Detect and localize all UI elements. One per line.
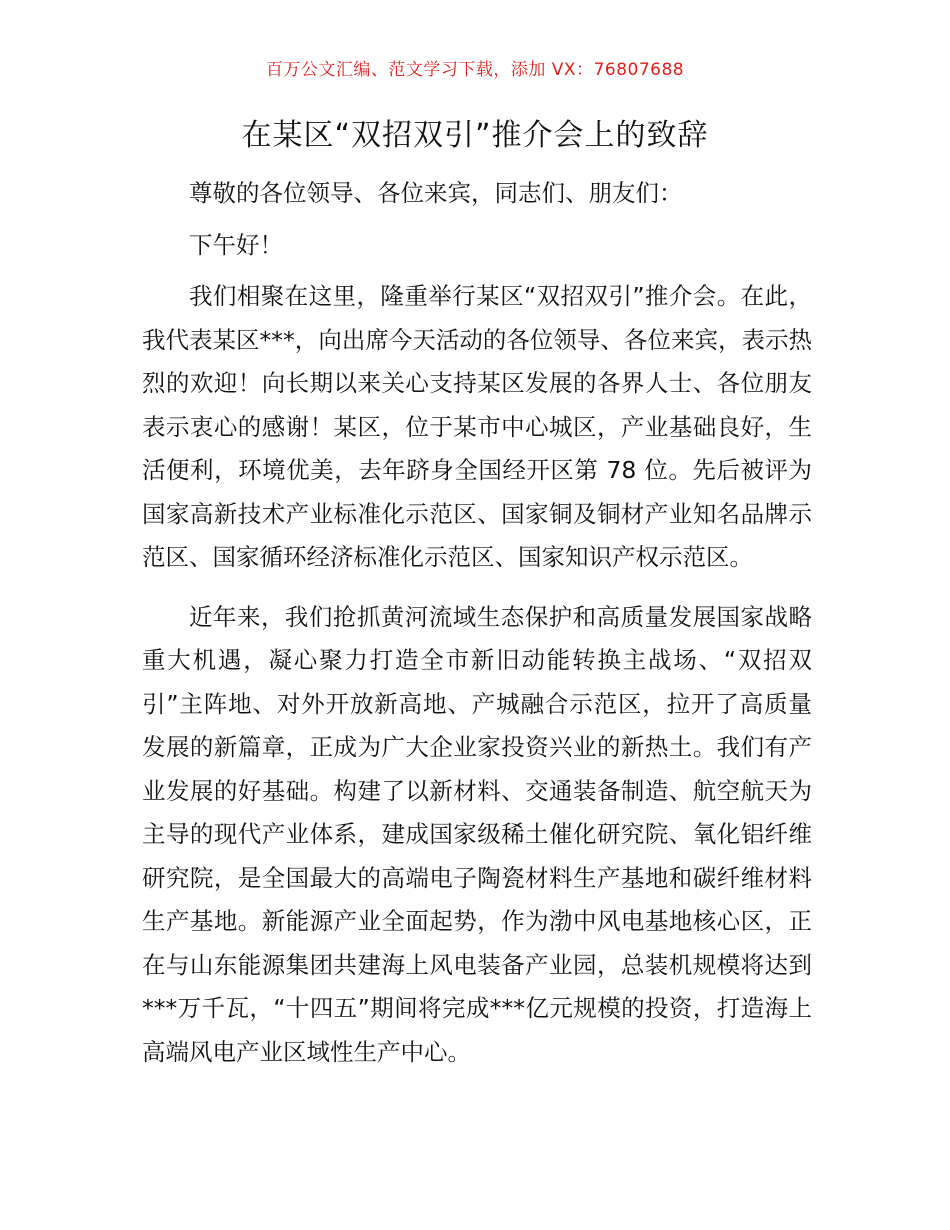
body-paragraph: 近年来，我们抢抓黄河流域生态保护和高质量发展国家战略重大机遇，凝心聚力打造全市新旧动能转换主战场、“双招双引”主阵地、对外开放新高地、产城融合示范区，拉开了高质量发展的新篇章，正成为广大企业家投资兴业的新热土。我们有产业发展的好基础。构建了以新材料、交通装备制造、航空航天为主导的现代产业体系，建成国家级稀土催化研究院、氧化铝纤维研究院，是全国最大的高端电子陶瓷材料生产基地和碳纤维材料生产基地。新能源产业全面起势，作为渤中风电基地核心区，正在与山东能源集团共建海上风电装备产业园，总装机规模将达到***万千瓦，“十四五”期间将完成***亿元规模的投资，打造海上高端风电产业区域性生产中心。 <box>142 602 812 1066</box>
greeting: 下午好！ <box>189 230 283 259</box>
page-title: 在某区“双招双引”推介会上的致辞 <box>241 118 709 153</box>
salutation: 尊敬的各位领导、各位来宾，同志们、朋友们： <box>189 179 683 207</box>
header-banner: 百万公文汇编、范文学习下载，添加 VX：76807688 <box>265 60 685 80</box>
document-body <box>142 172 812 1090</box>
body-paragraph: 我们相聚在这里，隆重举行某区“双招双引”推介会。在此，我代表某区***，向出席今天活动的各位领导、各位来宾，表示热烈的欢迎！向长期以来关心支持某区发展的各界人士、各位朋友表示衷心的感谢！某区，位于某市中心城区，产业基础良好，生活便利，环境优美，去年跻身全国经开区第 78 位。先后被评为国家高新技术产业标准化示范区、国家铜及铜材产业知名品牌示范区、国家循环经济标准化示范区、国家知识产权示范区。 <box>142 282 812 571</box>
